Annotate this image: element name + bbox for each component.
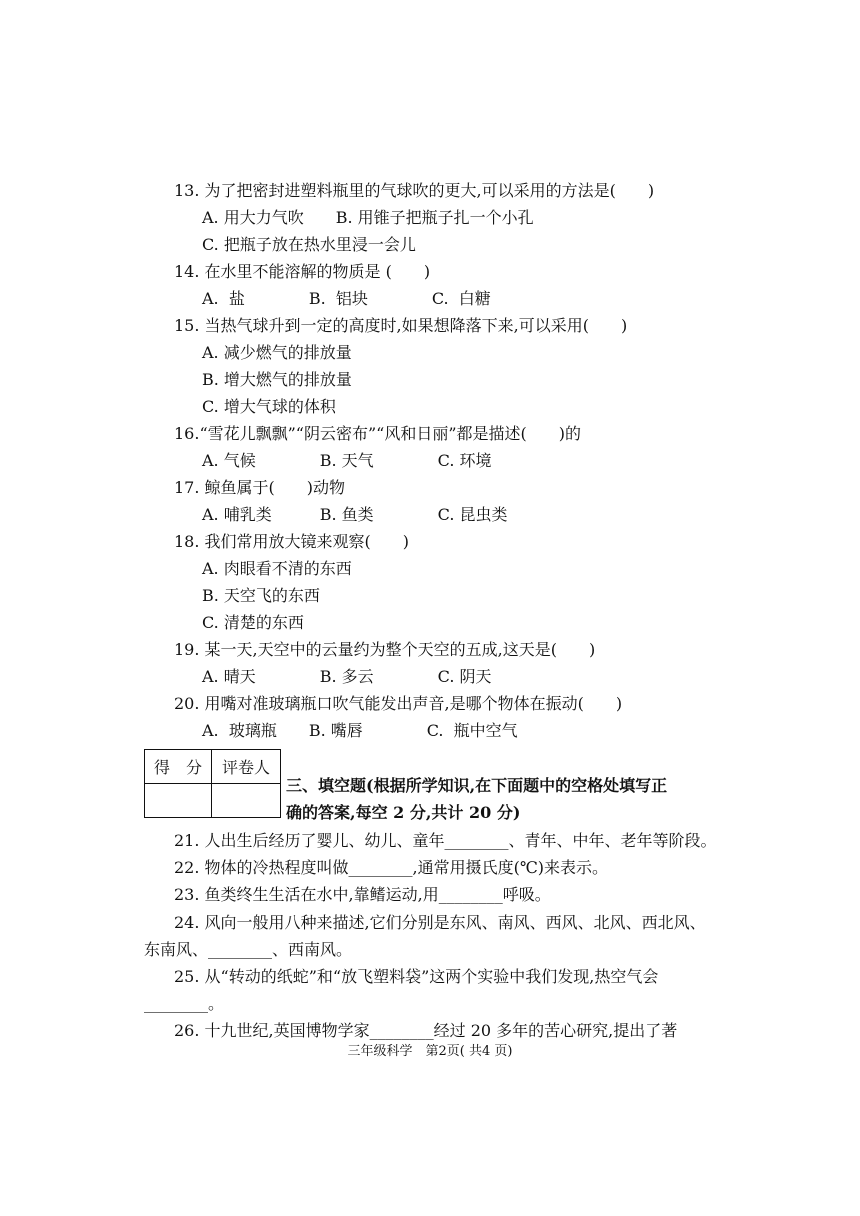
options-19: A. 晴天 B. 多云 C. 阴天 bbox=[202, 667, 492, 686]
question-21: 21. 人出生后经历了婴儿、幼儿、童年________、青年、中年、老年等阶段。 bbox=[174, 831, 717, 850]
options-15-c: C. 增大气球的体积 bbox=[202, 397, 336, 416]
options-13-c: C. 把瓶子放在热水里浸一会儿 bbox=[202, 235, 416, 254]
question-25-line1: 25. 从“转动的纸蛇”和“放飞塑料袋”这两个实验中我们发现,热空气会 bbox=[174, 967, 659, 986]
options-18-c: C. 清楚的东西 bbox=[202, 613, 304, 632]
options-14: A. 盐 B. 铝块 C. 白糖 bbox=[202, 289, 491, 308]
options-20: A. 玻璃瓶 B. 嘴唇 C. 瓶中空气 bbox=[202, 721, 518, 740]
page-footer: 三年级科学 第2页( 共4 页) bbox=[347, 1044, 513, 1059]
question-13: 13. 为了把密封进塑料瓶里的气球吹的更大,可以采用的方法是( ) bbox=[174, 181, 655, 200]
options-16: A. 气候 B. 天气 C. 环境 bbox=[202, 451, 492, 470]
options-15-a: A. 减少燃气的排放量 bbox=[202, 343, 352, 362]
question-17: 17. 鲸鱼属于( )动物 bbox=[174, 478, 346, 497]
question-16: 16.“雪花儿飘飘”“阴云密布”“风和日丽”都是描述( )的 bbox=[174, 424, 582, 443]
options-18-a: A. 肉眼看不清的东西 bbox=[202, 559, 352, 578]
question-23: 23. 鱼类终生生活在水中,靠鳍运动,用________呼吸。 bbox=[174, 885, 551, 904]
question-25-line2: ________。 bbox=[144, 994, 225, 1013]
question-20: 20. 用嘴对准玻璃瓶口吹气能发出声音,是哪个物体在振动( ) bbox=[174, 694, 623, 713]
options-13-a-b: A. 用大力气吹 B. 用锥子把瓶子扎一个小孔 bbox=[202, 208, 534, 227]
question-15: 15. 当热气球升到一定的高度时,如果想降落下来,可以采用( ) bbox=[174, 316, 628, 335]
section-3-title-line1: 三、填空题(根据所学知识,在下面题中的空格处填写正 bbox=[286, 776, 668, 795]
score-header: 得 分 bbox=[145, 750, 212, 784]
options-17: A. 哺乳类 B. 鱼类 C. 昆虫类 bbox=[202, 505, 508, 524]
options-15-b: B. 增大燃气的排放量 bbox=[202, 370, 352, 389]
grader-header: 评卷人 bbox=[212, 750, 281, 784]
question-24-line1: 24. 风向一般用八种来描述,它们分别是东风、南风、西风、北风、西北风、 bbox=[174, 913, 706, 932]
grader-cell[interactable] bbox=[212, 784, 281, 818]
score-table bbox=[144, 749, 281, 818]
question-18: 18. 我们常用放大镜来观察( ) bbox=[174, 532, 410, 551]
options-18-b: B. 天空飞的东西 bbox=[202, 586, 320, 605]
question-26-line1: 26. 十九世纪,英国博物学家________经过 20 多年的苦心研究,提出了著 bbox=[174, 1021, 678, 1040]
section-3-title-line2: 确的答案,每空 2 分,共计 20 分) bbox=[286, 803, 521, 822]
question-19: 19. 某一天,天空中的云量约为整个天空的五成,这天是( ) bbox=[174, 640, 596, 659]
question-24-line2: 东南风、________、西南风。 bbox=[144, 940, 353, 959]
question-22: 22. 物体的冷热程度叫做________,通常用摄氏度(℃)来表示。 bbox=[174, 858, 609, 877]
question-14: 14. 在水里不能溶解的物质是 ( ) bbox=[174, 262, 431, 281]
score-cell[interactable] bbox=[145, 784, 212, 818]
